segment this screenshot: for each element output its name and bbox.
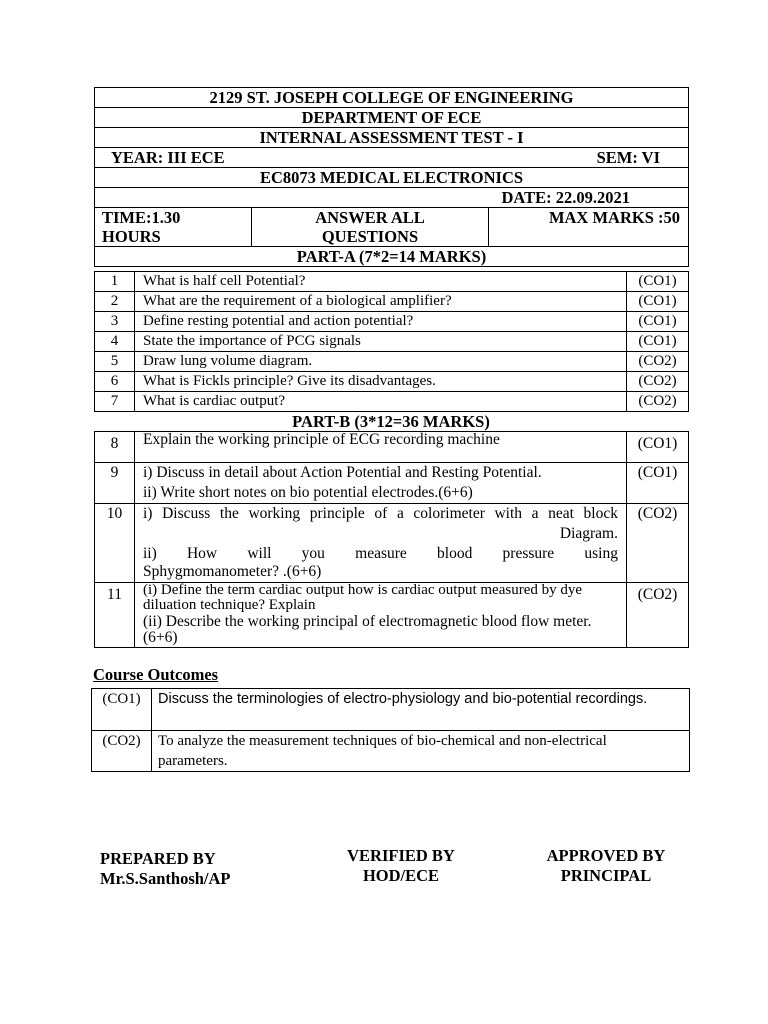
table-row [95,332,689,352]
question-number: 2 [95,292,135,312]
question-text: Define resting potential and action potential? [135,312,627,332]
question-text [135,583,627,648]
sem-label: SEM: VI [596,148,661,167]
question-line: Sphygmomanometer? .(6+6) [143,563,322,580]
part-a-title: PART-A (7*2=14 MARKS) [95,247,689,267]
table-row [92,731,690,772]
question-number: 7 [95,392,135,412]
max-marks-cell: MAX MARKS :50 [489,208,689,247]
question-text: Draw lung volume diagram. [135,352,627,372]
question-text: What is half cell Potential? [135,272,627,292]
question-text: What is cardiac output? [135,392,627,412]
time-line2: HOURS [102,227,161,246]
verified-by [330,846,472,886]
part-b-table [94,431,689,648]
question-number: 5 [95,352,135,372]
table-row [95,463,689,504]
table-row [92,689,690,731]
prepared-name: Mr.S.Santhosh/AP [100,869,231,888]
question-text [135,463,627,504]
question-number: 11 [95,583,135,648]
question-number: 3 [95,312,135,332]
question-line: ii) How will you measure blood pressure using [143,545,618,562]
answer-all-cell [252,208,489,247]
table-row [95,352,689,372]
approved-by [530,846,682,886]
question-number: 9 [95,463,135,504]
question-number: 1 [95,272,135,292]
course-outcome: (CO2) [627,392,689,412]
test-name: INTERNAL ASSESSMENT TEST - I [95,128,689,148]
table-row [95,372,689,392]
question-number: 4 [95,332,135,352]
course-outcome: (CO2) [627,504,689,583]
verified-title: VERIFIED BY [347,846,455,865]
question-number: 8 [95,432,135,463]
answer-line1: ANSWER ALL [315,208,425,227]
table-row [95,432,689,463]
prepared-title: PREPARED BY [100,849,216,868]
approved-title: APPROVED BY [546,846,666,865]
outcome-text: Discuss the terminologies of electro-physiology and bio-potential recordings. [152,689,690,731]
date-label: DATE: 22.09.2021 [95,188,689,208]
outcome-text: To analyze the measurement techniques of bio-chemical and non-electrical parameters. [152,731,690,772]
question-line: Explain the working principle of ECG recording machine [143,431,500,448]
course-outcome: (CO1) [627,312,689,332]
part-b-title: PART-B (3*12=36 MARKS) [292,412,490,431]
year-sem-row [95,148,689,168]
department-name: DEPARTMENT OF ECE [95,108,689,128]
question-number: 6 [95,372,135,392]
table-row [95,272,689,292]
header-table [94,87,689,267]
prepared-by [100,849,231,889]
course-outcome: (CO2) [627,583,689,648]
table-row [95,292,689,312]
subject-name: EC8073 MEDICAL ELECTRONICS [95,168,689,188]
course-outcomes-table [91,688,690,772]
question-text: What is Fickls principle? Give its disadvantages. [135,372,627,392]
answer-line2: QUESTIONS [321,227,419,246]
part-a-table [94,271,689,412]
course-outcome: (CO1) [627,432,689,463]
course-outcome: (CO2) [627,352,689,372]
question-line: (i) Define the term cardiac output how is cardiac output measured by dye diluation technique? Explain [143,582,583,613]
question-text [135,432,627,463]
question-line: i) Discuss the working principle of a colorimeter with a neat block [143,505,618,522]
course-outcome: (CO1) [627,463,689,504]
course-outcome: (CO1) [627,292,689,312]
question-number: 10 [95,504,135,583]
question-text: What are the requirement of a biological amplifier? [135,292,627,312]
course-outcomes-title: Course Outcomes [93,665,219,684]
table-row [95,504,689,583]
question-line: i) Discuss in detail about Action Potential and Resting Potential. [143,464,542,481]
table-row [95,392,689,412]
course-outcome: (CO1) [627,272,689,292]
time-cell [95,208,252,247]
verified-name: HOD/ECE [362,866,440,885]
year-label: YEAR: III ECE [111,148,225,167]
course-outcome: (CO1) [627,332,689,352]
approved-name: PRINCIPAL [560,866,652,885]
outcome-code: (CO2) [92,731,152,772]
time-line1: TIME:1.30 [102,208,181,227]
question-text: State the importance of PCG signals [135,332,627,352]
question-line: Diagram. [559,525,618,542]
table-row [95,583,689,648]
question-text [135,504,627,583]
question-line: ii) Write short notes on bio potential electrodes.(6+6) [143,484,473,501]
course-outcome: (CO2) [627,372,689,392]
outcome-code: (CO1) [92,689,152,731]
college-name: 2129 ST. JOSEPH COLLEGE OF ENGINEERING [95,88,689,108]
table-row [95,312,689,332]
question-line: (ii) Describe the working principal of electromagnetic blood flow meter. (6+6) [143,613,592,646]
